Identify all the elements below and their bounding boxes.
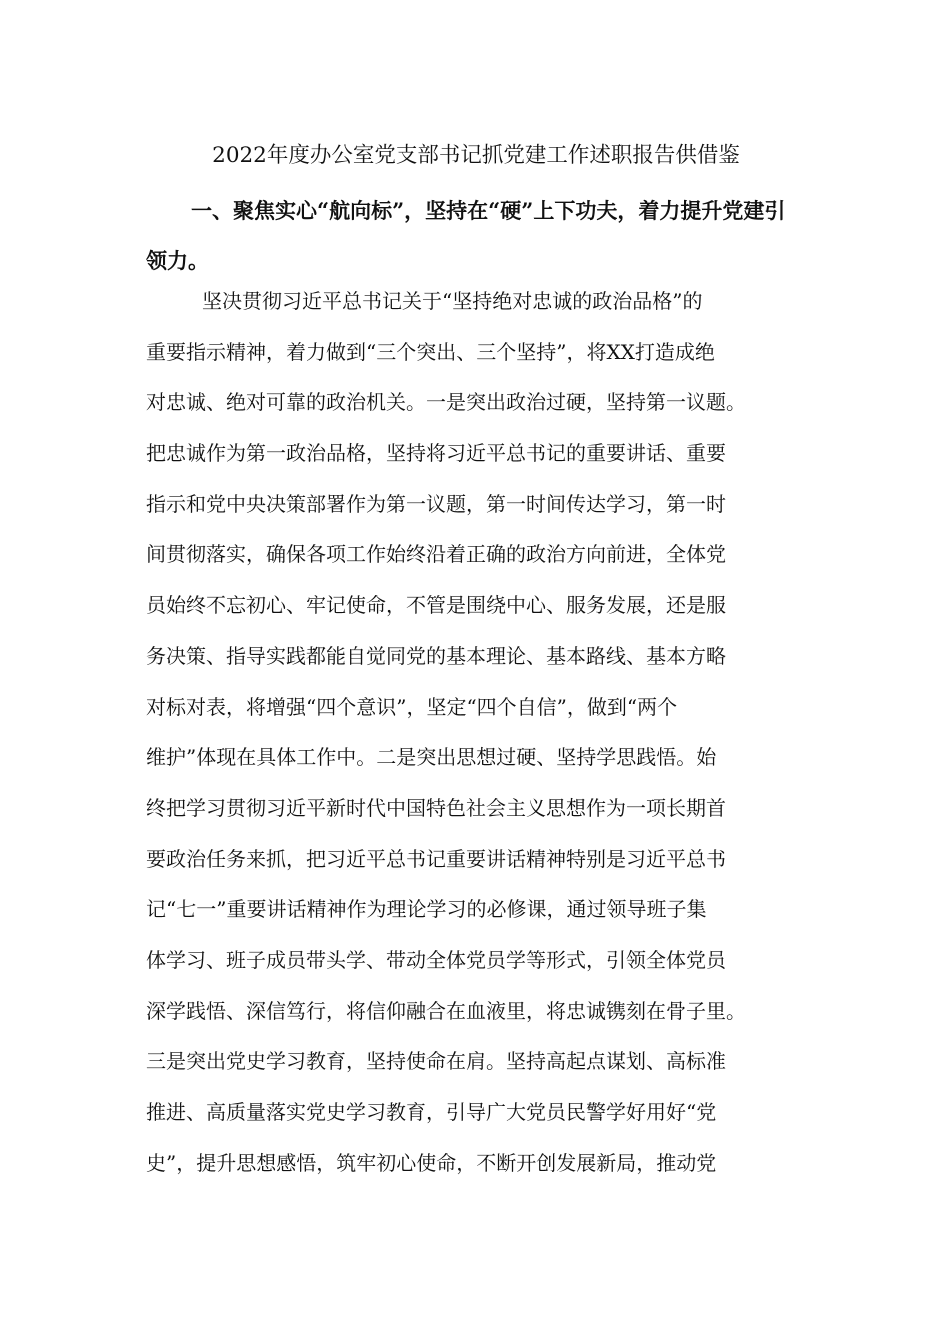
body-line: 要政治任务来抓，把习近平总书记重要讲话精神特别是习近平总书 bbox=[146, 846, 726, 871]
section-heading: 一、聚焦实心“航向标”，坚持在“硬”上下功夫，着力提升党建引领力。 bbox=[146, 198, 786, 273]
body-line: 把忠诚作为第一政治品格，坚持将习近平总书记的重要讲话、重要 bbox=[146, 441, 726, 466]
body-line: 指示和党中央决策部署作为第一议题，第一时间传达学习，第一时 bbox=[146, 491, 726, 516]
body-line: 对忠诚、绝对可靠的政治机关。一是突出政治过硬，坚持第一议题。 bbox=[146, 390, 746, 415]
body-line: 史”，提升思想感悟，筑牢初心使命，不断开创发展新局，推动党 bbox=[146, 1150, 717, 1175]
document-title: 2022年度办公室党支部书记抓党建工作述职报告供借鉴 bbox=[212, 143, 740, 168]
body-line: 维护”体现在具体工作中。二是突出思想过硬、坚持学思践悟。始 bbox=[146, 745, 717, 770]
body-line: 坚决贯彻习近平总书记关于“坚持绝对忠诚的政治品格”的 bbox=[202, 289, 703, 313]
body-line: 三是突出党史学习教育，坚持使命在肩。坚持高起点谋划、高标准 bbox=[146, 1049, 726, 1074]
body-line: 推进、高质量落实党史学习教育，引导广大党员民警学好用好“党 bbox=[146, 1100, 717, 1124]
body-line: 深学践悟、深信笃行，将信仰融合在血液里，将忠诚镌刻在骨子里。 bbox=[146, 998, 746, 1023]
body-line: 务决策、指导实践都能自觉同党的基本理论、基本路线、基本方略 bbox=[146, 643, 726, 668]
body-paragraph bbox=[146, 276, 806, 1188]
body-line: 员始终不忘初心、牢记使命，不管是围绕中心、服务发展，还是服 bbox=[146, 593, 726, 618]
body-line: 终把学习贯彻习近平新时代中国特色社会主义思想作为一项长期首 bbox=[146, 795, 726, 820]
body-line: 体学习、班子成员带头学、带动全体党员学等形式，引领全体党员 bbox=[146, 947, 726, 972]
body-line: 记“七一”重要讲话精神作为理论学习的必修课，通过领导班子集 bbox=[146, 897, 707, 922]
body-line: 间贯彻落实，确保各项工作始终沿着正确的政治方向前进，全体党 bbox=[146, 542, 726, 567]
body-line: 重要指示精神，着力做到“三个突出、三个坚持”，将XX打造成绝 bbox=[146, 339, 715, 364]
body-line: 对标对表，将增强“四个意识”，坚定“四个自信”，做到“两个 bbox=[146, 694, 678, 719]
